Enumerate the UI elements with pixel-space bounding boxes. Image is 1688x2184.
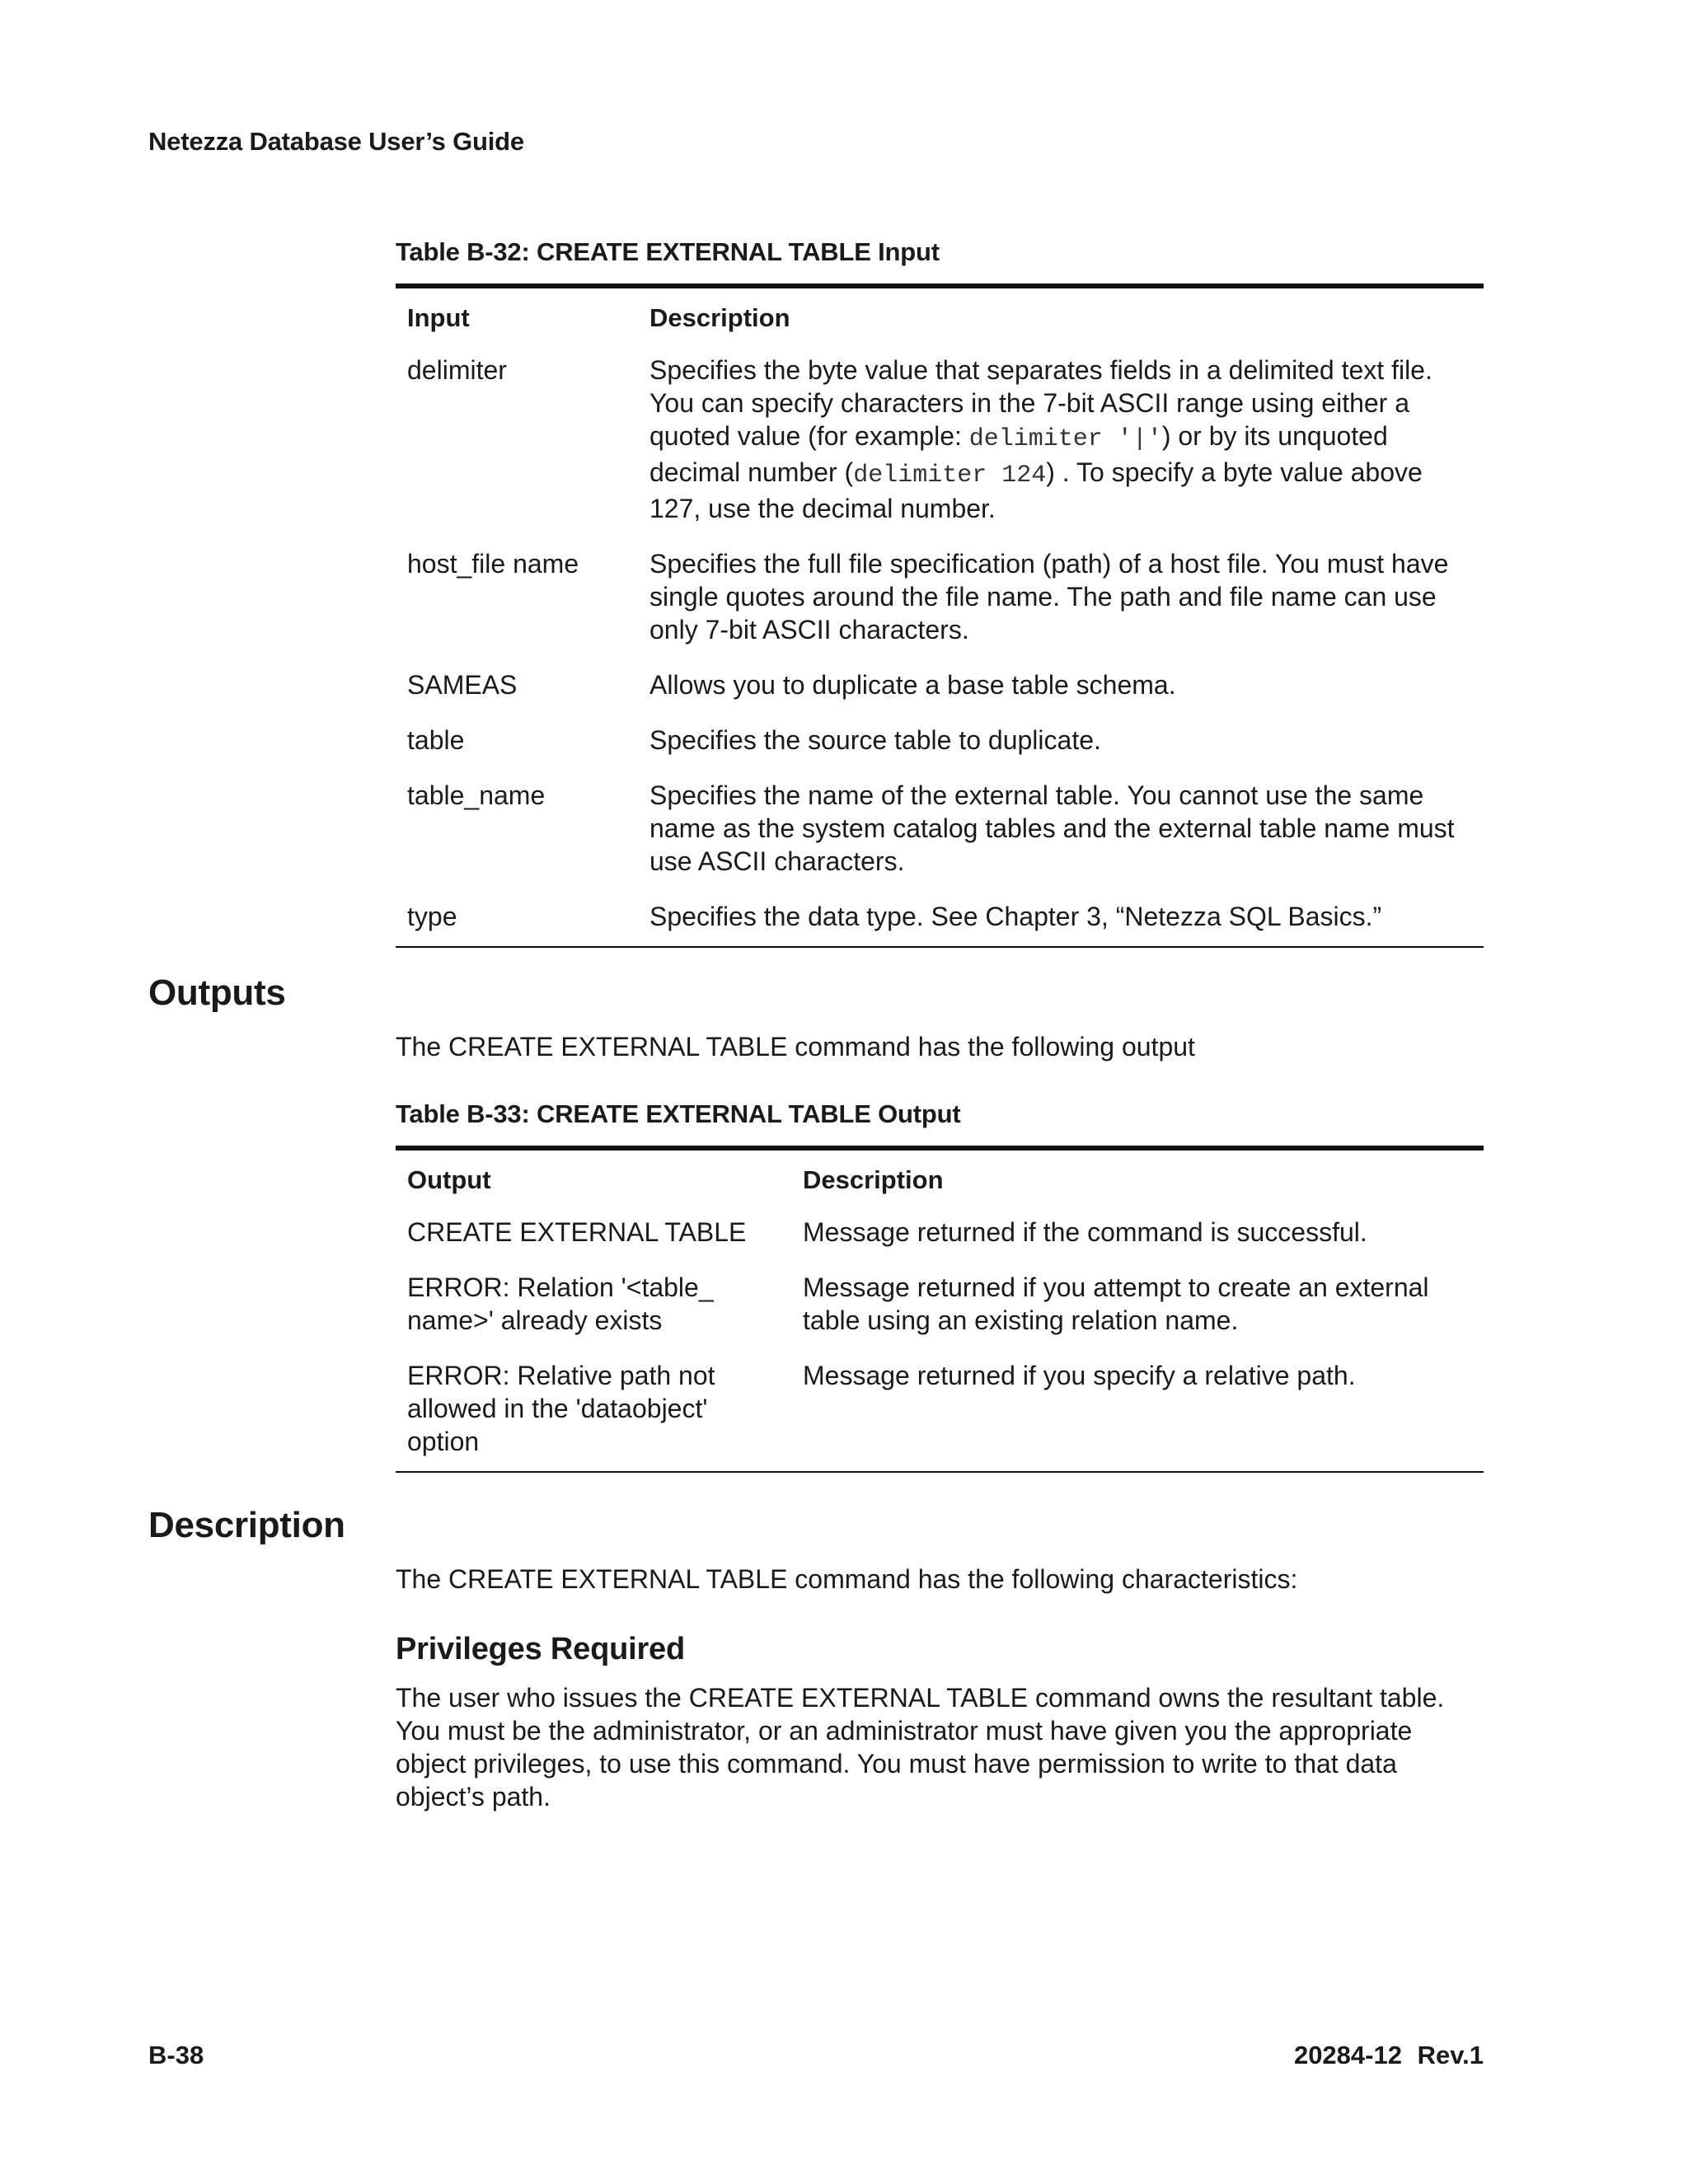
table-row	[396, 1352, 1484, 1472]
description-text: ) or by its unquoted decimal number (	[649, 421, 1388, 487]
output-col-header: Output	[396, 1148, 791, 1208]
description-cell: Message returned if the command is successful.	[803, 1217, 1367, 1247]
description-cell: Specifies the source table to duplicate.	[649, 725, 1101, 755]
outputs-intro: The CREATE EXTERNAL TABLE command has the following output	[396, 1032, 1195, 1062]
input-table-header-row	[396, 286, 1484, 346]
input-col-header: Input	[396, 286, 638, 346]
description-text: Specifies the byte value that separates fields in a delimited text file. You can specify characters in the 7-bit ASCII range using either a quoted value (for example:	[649, 355, 1432, 451]
input-cell: SAMEAS	[407, 670, 518, 700]
input-cell: table	[407, 725, 465, 755]
description-cell: Specifies the full file specification (path) of a host file. You must have single quotes around the file name. The path and file name can use only 7-bit ASCII characters.	[649, 549, 1449, 644]
output-table-block	[396, 1099, 1484, 1473]
input-table-caption: Table B-32: CREATE EXTERNAL TABLE Input	[396, 237, 940, 266]
output-cell: CREATE EXTERNAL TABLE	[407, 1217, 747, 1247]
table-row	[396, 716, 1484, 771]
table-row	[396, 893, 1484, 947]
description-text: ) . To specify a byte value above 127, use the decimal number.	[649, 457, 1423, 523]
description-heading: Description	[148, 1505, 345, 1545]
description-col-header: Description	[791, 1148, 1484, 1208]
description-cell: Message returned if you attempt to create an external table using an existing relation name.	[803, 1272, 1429, 1335]
table-row	[396, 540, 1484, 661]
page-header-title: Netezza Database User’s Guide	[148, 127, 524, 156]
privileges-paragraph: The user who issues the CREATE EXTERNAL TABLE command owns the resultant table. You must be the administrator, or an administrator must have given you the appropriate object privileges, to use this command. You must have permission to write to that data object’s path.	[396, 1683, 1445, 1811]
description-intro: The CREATE EXTERNAL TABLE command has the following characteristics:	[396, 1564, 1298, 1594]
input-cell: type	[396, 893, 638, 947]
output-table-header-row	[396, 1148, 1484, 1208]
table-row	[396, 1263, 1484, 1352]
description-cell: Message returned if you specify a relative path.	[791, 1352, 1484, 1472]
output-cell: ERROR: Relative path not allowed in the 'dataobject' option	[396, 1352, 791, 1472]
table-row	[396, 1208, 1484, 1263]
description-cell: Specifies the name of the external table. You cannot use the same name as the system catalog tables and the external table name must use ASCII characters.	[649, 780, 1455, 876]
outputs-heading: Outputs	[148, 972, 286, 1013]
table-row	[396, 771, 1484, 893]
code-snippet: delimiter '|'	[968, 425, 1162, 453]
output-table-caption: Table B-33: CREATE EXTERNAL TABLE Output	[396, 1099, 961, 1128]
document-id: 20284-12 Rev.1	[1293, 2041, 1484, 2069]
output-table	[396, 1146, 1484, 1473]
description-col-header: Description	[638, 286, 1484, 346]
description-cell: Allows you to duplicate a base table schema.	[649, 670, 1176, 700]
output-cell: ERROR: Relation '<table_ name>' already exists	[407, 1272, 714, 1335]
code-snippet: delimiter 124	[853, 462, 1047, 490]
table-row	[396, 346, 1484, 540]
input-cell: delimiter	[407, 355, 507, 385]
description-cell: Specifies the data type. See Chapter 3, “Netezza SQL Basics.”	[638, 893, 1484, 947]
input-cell: host_file name	[407, 549, 579, 579]
input-table	[396, 284, 1484, 948]
page-number: B-38	[148, 2041, 204, 2069]
table-row	[396, 661, 1484, 716]
privileges-required-heading: Privileges Required	[396, 1632, 686, 1666]
description-cell	[638, 346, 1484, 540]
input-table-block	[396, 237, 1484, 948]
input-cell: table_name	[407, 780, 546, 810]
